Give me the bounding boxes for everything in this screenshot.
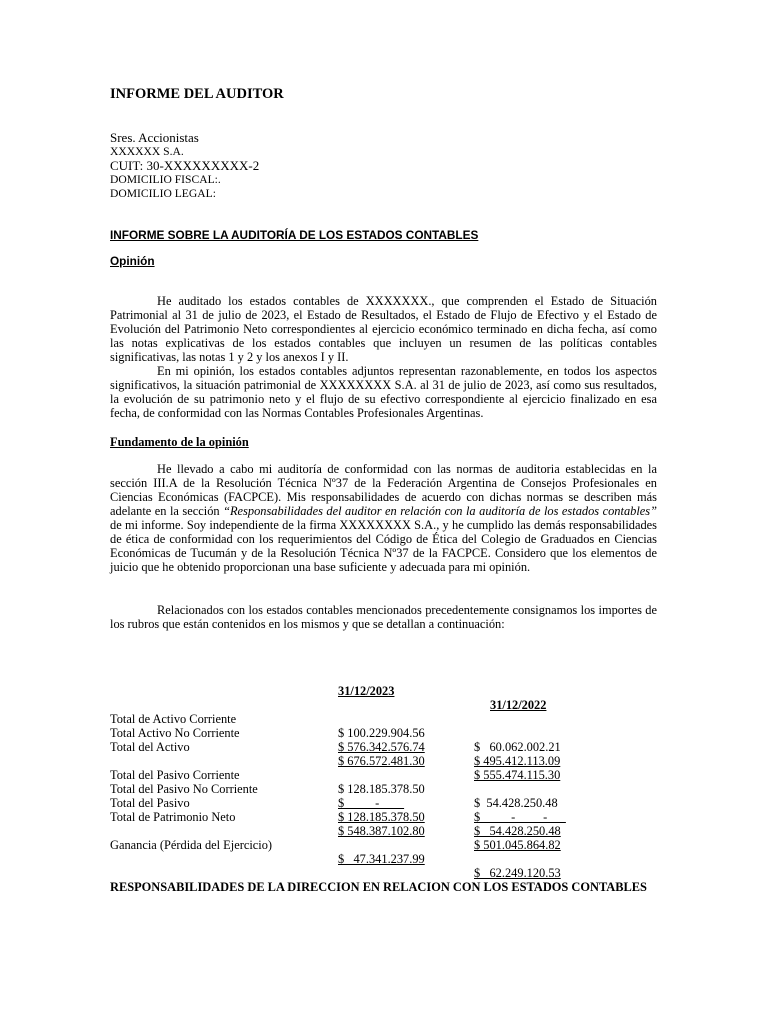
opinion-paragraph: He auditado los estados contables de XXXXXXX., que comprenden el Estado de Situación Patrimonial al 31 de julio de 2023, el Estado de Resultados, el Estado de Flujo de Efectivo y el Estado de Evolución del Patrimonio Neto correspondientes al ejercicio económico terminado en dicha fecha, así como las notas explicativas de los estados contables que incluyen un resumen de las políticas contables significativas, las notas 1 y 2 y los anexos I y II.	[110, 294, 657, 364]
row-value-2023: $ 128.185.378.50	[338, 810, 425, 824]
recipient-line: XXXXXX S.A.	[110, 145, 184, 158]
row-value-2022: $ 62.249.120.53	[474, 866, 561, 880]
relacionados-body	[110, 603, 657, 631]
row-value-2023: $ 676.572.481.30	[338, 754, 425, 768]
row-value-2022: $ 60.062.002.21	[474, 740, 561, 754]
recipient-line: DOMICILIO FISCAL:.	[110, 173, 221, 186]
row-label: Total del Activo	[110, 740, 190, 754]
recipient-line: DOMICILIO LEGAL:	[110, 187, 216, 200]
row-label: Total del Pasivo No Corriente	[110, 782, 258, 796]
opinion-body	[110, 294, 657, 420]
responsabilidades-heading: RESPONSABILIDADES DE LA DIRECCION EN RELACION CON LOS ESTADOS CONTABLES	[110, 880, 647, 894]
fundamento-body	[110, 462, 657, 574]
opinion-heading: Opinión	[110, 254, 155, 268]
column-header: 31/12/2023	[338, 684, 395, 698]
fundamento-paragraph	[110, 462, 657, 574]
row-label: Total del Pasivo	[110, 796, 190, 810]
section-heading: INFORME SOBRE LA AUDITORÍA DE LOS ESTADOS CONTABLES	[110, 228, 479, 242]
row-value-2023: $ 47.341.237.99	[338, 852, 425, 866]
row-value-2023: $ 100.229.904.56	[338, 726, 425, 740]
recipient-line: Sres. Accionistas	[110, 130, 199, 145]
fundamento-text: de mi informe. Soy independiente de la firma XXXXXXXX S.A., y he cumplido las demás responsabilidades de ética de conformidad con los requerimientos del Código de Ética del Colegio de Graduados en Ciencias Económicas de Tucumán y de la Resolución Técnica Nº37 de la FACPCE. Considero que los elementos de juicio que he obtenido proporcionan una base suficiente y adecuada para mi opinión.	[110, 518, 657, 574]
row-value-2022: $ 501.045.864.82	[474, 838, 561, 852]
document-title: INFORME DEL AUDITOR	[110, 86, 284, 102]
row-value-2022: $ 54.428.250.48	[474, 796, 558, 810]
row-value-2022: $ 54.428.250.48	[474, 824, 561, 838]
fundamento-heading: Fundamento de la opinión	[110, 435, 249, 449]
row-value-2022: $ 555.474.115.30	[474, 768, 561, 782]
row-label: Total de Activo Corriente	[110, 712, 237, 726]
opinion-paragraph: En mi opinión, los estados contables adjuntos representan razonablemente, en todos los aspectos significativos, la situación patrimonial de XXXXXXXX S.A. al 31 de julio de 2023, así como sus resultados, la evolución de su patrimonio neto y el flujo de su efectivo correspondiente al ejercicio finalizado en esa fecha, de conformidad con las Normas Contables Profesionales Argentinas.	[110, 364, 657, 420]
table-header-row	[110, 670, 547, 712]
row-value-2023: $ -	[338, 796, 405, 810]
row-label: Total del Pasivo Corriente	[110, 768, 240, 782]
row-value-2023: $ 576.342.576.74	[338, 740, 425, 754]
row-value-2023: $ 128.185.378.50	[338, 782, 425, 796]
recipient-line: CUIT: 30-XXXXXXXXX-2	[110, 158, 260, 173]
row-value-2023: $ 548.387.102.80	[338, 824, 425, 838]
relacionados-paragraph: Relacionados con los estados contables mencionados precedentemente consignamos los importes de los rubros que están contenidos en los mismos y que se detallan a continuación:	[110, 603, 657, 631]
row-value-2022: $ - -	[474, 810, 566, 824]
row-label: Total Activo No Corriente	[110, 726, 240, 740]
recipient-block	[110, 131, 259, 201]
fundamento-text: He llevado a cabo mi auditoría de conformidad con las normas de auditoria establecidas en la sección III.A de la Resolución Técnica Nº37 de la Federación Argentina de Consejos Profesionales en Ciencias Económicas (FACPCE). Mis responsabilidades de acuerdo con dichas normas se describen más adelante en la sección	[110, 462, 657, 518]
row-label: Ganancia (Pérdida del Ejercicio)	[110, 838, 273, 852]
row-value-2022: $ 495.412.113.09	[474, 754, 561, 768]
column-header: 31/12/2022	[490, 698, 547, 712]
fundamento-italic-text: “Responsabilidades del auditor en relación con la auditoría de los estados contables”	[223, 504, 657, 518]
row-label: Total de Patrimonio Neto	[110, 810, 236, 824]
